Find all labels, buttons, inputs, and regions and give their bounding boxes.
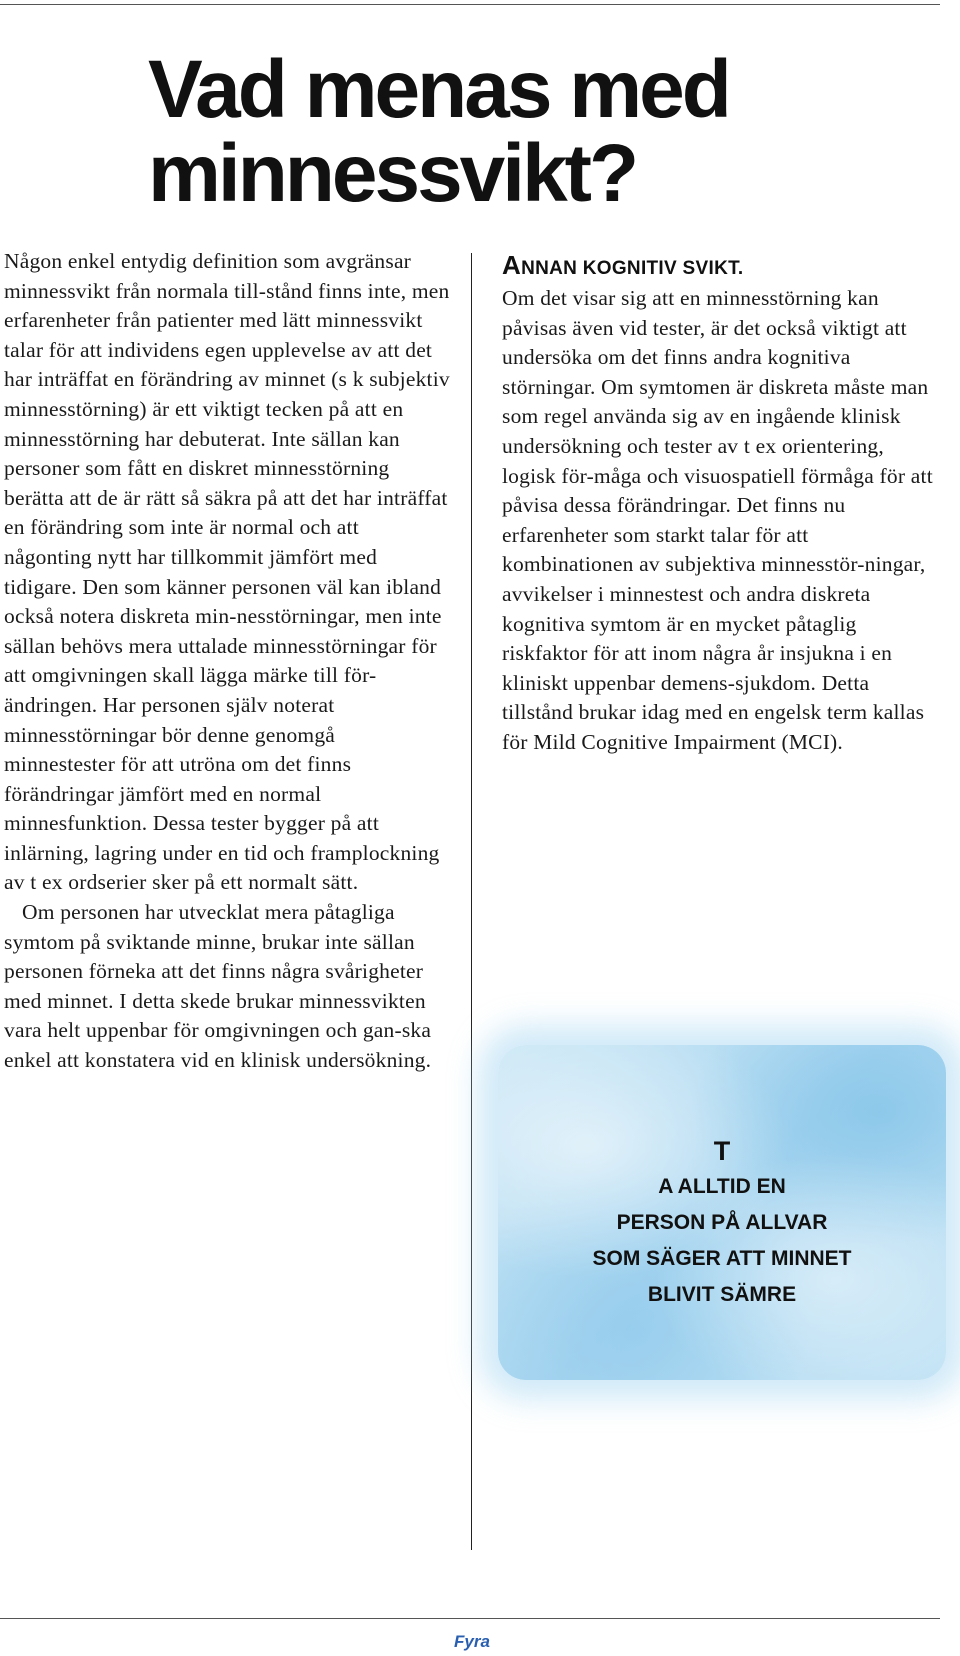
callout-line-1 — [498, 1133, 946, 1205]
title-line-1: Vad menas med — [148, 44, 729, 135]
callout-line-2: PERSON PÅ ALLVAR — [616, 1211, 828, 1234]
section-heading — [502, 250, 942, 284]
top-rule — [0, 4, 940, 5]
callout-line-4: BLIVIT SÄMRE — [647, 1283, 797, 1306]
callout-line-3: SOM SÄGER ATT MINNET — [592, 1247, 852, 1270]
right-column — [502, 250, 942, 758]
left-paragraph-1: Någon enkel entydig definition som avgränsar minnessvikt från normala till-stånd finns inte, men erfarenheter från patienter med lätt minnessvikt talar för att individens egen upplevelse av att det har inträffat en förändring av minnet (s k subjektiv minnesstörning) är ett viktigt tecken på att en minnesstörning har debuterat. Inte sällan kan personer som fått en diskret minnesstörning berätta att de är rätt så säkra på att det har inträffat en förändring som inte är normal och att någonting nytt har tillkommit jämfört med tidigare. Den som känner personen väl kan ibland också notera diskreta min-nesstörningar, men inte sällan behövs mera uttalade minnesstörningar för att omgivningen skall lägga märke till för-ändringen. Har personen själv noterat minnesstörningar bör denne genomgå minnestester för att utröna om det finns förändringar jämfört med en normal minnesfunktion. Dessa tester bygger på att inlärning, lagring under en tid och framplockning av t ex ordserier sker på ett normalt sätt. — [4, 249, 450, 895]
left-column — [4, 247, 451, 1076]
column-divider — [471, 253, 472, 1550]
right-paragraph: Om det visar sig att en minnesstörning kan påvisas även vid tester, är det också viktigt att undersöka om det finns andra kognitiva störningar. Om symtomen är diskreta måste man som regel använda sig av en ingående klinisk undersökning och tester av t ex orientering, logisk för-måga och visuospatiell förmåga för att påvisa dessa förändringar. Det finns nu erfarenheter som starkt talar för att kombinationen av subjektiva minnesstör-ningar, avvikelser i minnestest och andra diskreta kognitiva symtom är en mycket påtaglig riskfaktor för att inom några år insjukna i en kliniskt uppenbar demens-sjukdom. Detta tillstånd brukar idag med en engelsk term kallas för Mild Cognitive Impairment (MCI). — [502, 286, 933, 754]
page-number: Fyra — [454, 1632, 490, 1651]
callout-line-1-rest: A ALLTID EN — [658, 1175, 786, 1198]
bottom-rule — [0, 1618, 940, 1619]
title-line-2: minnessvikt? — [148, 128, 637, 219]
section-heading-rest: NNAN KOGNITIV SVIKT. — [521, 258, 744, 279]
section-heading-initial: A — [502, 250, 522, 280]
page-title — [148, 44, 868, 219]
callout-line-1-initial: T — [713, 1136, 731, 1166]
callout-text — [498, 1133, 946, 1313]
callout-box — [498, 1045, 946, 1380]
left-paragraph-2: Om personen har utvecklat mera påtagliga symtom på sviktande minne, brukar inte sällan personen förneka att det finns några svårigheter med minnet. I detta skede brukar minnessvikten vara helt uppenbar för omgivningen och gan-ska enkel att konstatera vid en klinisk undersökning. — [4, 900, 432, 1073]
